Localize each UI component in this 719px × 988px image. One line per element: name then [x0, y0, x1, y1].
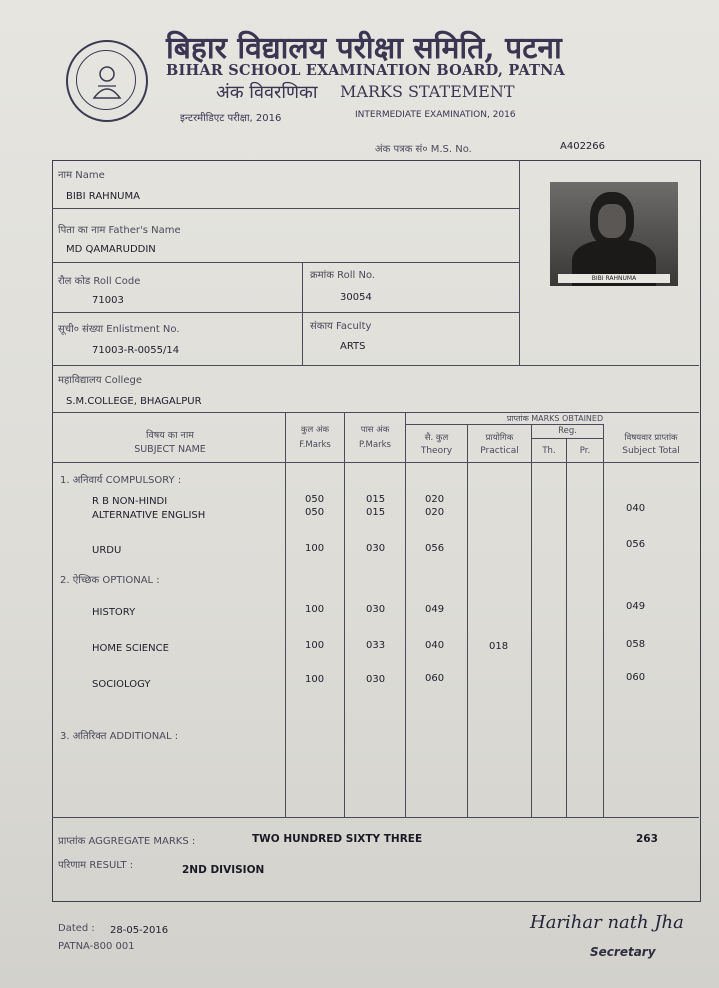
- college: S.M.COLLEGE, BHAGALPUR: [66, 396, 202, 407]
- header-practical-hindi: प्रायोगिक: [485, 433, 514, 443]
- dated-label: Dated :: [58, 923, 95, 934]
- header-total: Subject Total: [622, 446, 680, 456]
- section-additional: 3. अतिरिक्त ADDITIONAL :: [60, 731, 179, 742]
- board-title-english: BIHAR SCHOOL EXAMINATION BOARD, PATNA: [166, 62, 565, 79]
- header-theory: Theory: [420, 446, 453, 456]
- marks-statement-page: बिहार विद्यालय परीक्षा समिति, पटना BIHAR SCHOOL EXAMINATION BOARD, PATNA अंक विवरणिका MARKS STATEMENT इन्टरमीडिएट परीक्षा, 2016 INTERMEDIATE EXAMINATION, 2016 अंक पत्रक सं० M.S. No. A402266 नाम Name BIBI RAHNUMA पिता का नाम Father's Name MD QAMARUDDIN रौल कोड Roll Code 71003 क्रमांक Roll No. 30054 सूची० संख्या Enlistment No. 71003-R-0055/14 संकाय Faculty ARTS महाविद्यालय College S.M.COLLEGE, BHAGALPUR BIBI RAHNUMA विषय का नाम SUBJECT NAME कुल अंक F.Marks पास अंक P.Marks प्राप्तांक MARKS OBTAINED सै. कुल Theory प्रायोगिक Practical Reg. Th. Pr. विषयवार प्राप्तांक Subject Total 1. अनिवार्य COMPULSORY : 2. ऐच्छिक OPTIONAL : 3. अतिरिक्त ADDITIONAL : R B NON-HINDI 050 015 020 ALTERNATIVE ENGLISH 050 015 020 040 URDU 100 030 056 056 HISTORY 100 030 049 049 HOME SCIENCE 100 033 040 018 058 SOCIOLOGY 100 030 060 060 प्राप्तांक AGGREGATE MARKS : TWO HUNDRED SIXTY THREE 263 परिणाम RESULT : 2ND DIVISION Dated : 28-05-2016 PATNA-800 001 Harihar nath Jha Secretary: [0, 0, 719, 988]
- header-practical: Practical: [480, 446, 519, 456]
- header-pmarks-hindi: पास अंक: [360, 425, 390, 435]
- roll-no: 30054: [340, 292, 372, 303]
- issue-place: PATNA-800 001: [58, 941, 135, 952]
- enlistment-label: सूची० संख्या Enlistment No.: [58, 324, 180, 335]
- faculty-label: संकाय Faculty: [310, 321, 372, 332]
- header-pmarks: P.Marks: [359, 440, 391, 450]
- student-photo: [550, 182, 678, 286]
- student-name: BIBI RAHNUMA: [66, 191, 140, 202]
- section-compulsory: 1. अनिवार्य COMPULSORY :: [60, 475, 182, 486]
- header-fmarks-hindi: कुल अंक: [300, 425, 329, 435]
- result-value: 2ND DIVISION: [182, 864, 265, 876]
- header-reg-pr: Pr.: [579, 446, 591, 456]
- board-seal-icon: [66, 40, 148, 122]
- header-total-hindi: विषयवार प्राप्तांक: [624, 433, 678, 443]
- name-label: नाम Name: [58, 170, 105, 181]
- roll-code-label: रौल कोड Roll Code: [58, 276, 141, 287]
- photo-caption: BIBI RAHNUMA: [558, 274, 670, 283]
- secretary-title: Secretary: [590, 945, 656, 959]
- ms-number: A402266: [560, 141, 606, 152]
- statement-title-english: MARKS STATEMENT: [340, 82, 515, 101]
- aggregate-label: प्राप्तांक AGGREGATE MARKS :: [58, 836, 196, 847]
- header-marks-obtained: प्राप्तांक MARKS OBTAINED: [506, 414, 604, 423]
- exam-title-english: INTERMEDIATE EXAMINATION, 2016: [355, 110, 516, 120]
- board-title-hindi: बिहार विद्यालय परीक्षा समिति, पटना: [166, 31, 562, 66]
- father-name: MD QAMARUDDIN: [66, 244, 156, 255]
- faculty: ARTS: [340, 341, 366, 352]
- header-reg-th: Th.: [542, 446, 556, 456]
- college-label: महाविद्यालय College: [58, 375, 142, 386]
- aggregate-value: 263: [636, 833, 658, 845]
- issue-date: 28-05-2016: [110, 925, 169, 936]
- header-reg: Reg.: [558, 426, 577, 436]
- ms-number-label: अंक पत्रक सं० M.S. No.: [375, 144, 472, 155]
- result-label: परिणाम RESULT :: [58, 860, 134, 871]
- header-fmarks: F.Marks: [299, 440, 331, 450]
- roll-no-label: क्रमांक Roll No.: [310, 270, 376, 281]
- roll-code: 71003: [92, 295, 124, 306]
- enlistment-no: 71003-R-0055/14: [92, 345, 180, 356]
- header-subject: SUBJECT NAME: [134, 444, 206, 455]
- section-optional: 2. ऐच्छिक OPTIONAL :: [60, 575, 160, 586]
- header-subject-hindi: विषय का नाम: [146, 430, 194, 441]
- secretary-signature: Harihar nath Jha: [530, 912, 684, 933]
- exam-title-hindi: इन्टरमीडिएट परीक्षा, 2016: [180, 113, 282, 124]
- aggregate-words: TWO HUNDRED SIXTY THREE: [252, 833, 423, 845]
- statement-title-hindi: अंक विवरणिका: [216, 82, 318, 103]
- father-name-label: पिता का नाम Father's Name: [58, 225, 181, 236]
- header-theory-hindi: सै. कुल: [424, 433, 449, 443]
